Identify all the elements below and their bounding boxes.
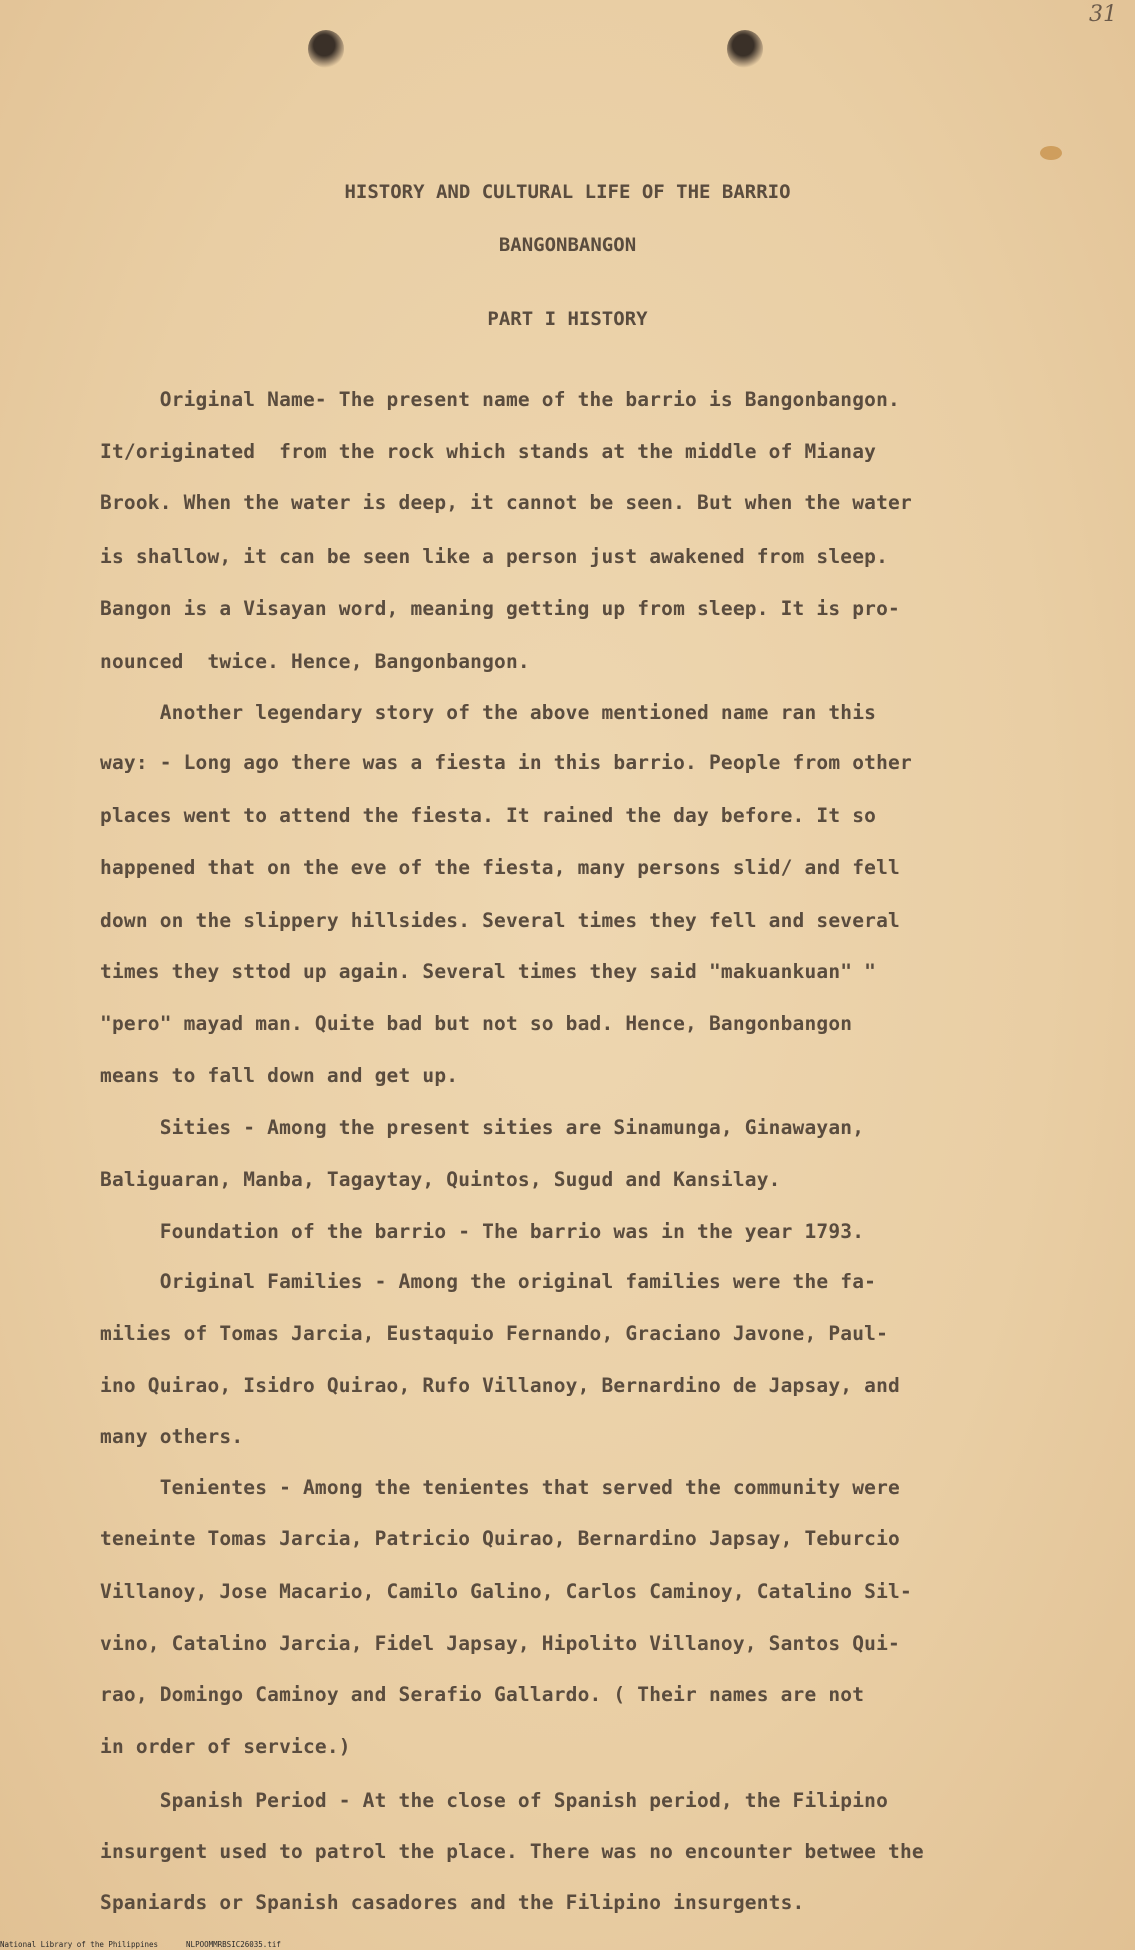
text-line: is shallow, it can be seen like a person just awakened from sleep. [100, 545, 889, 568]
text-line: times they sttod up again. Several times they said "makuankuan" " [100, 960, 877, 983]
text-line: milies of Tomas Jarcia, Eustaquio Fernando, Graciano Javone, Paul- [100, 1322, 889, 1345]
title-line-2: BANGONBANGON [498, 234, 637, 256]
title-line-1: HISTORY AND CULTURAL LIFE OF THE BARRIO [344, 181, 791, 203]
ink-smudge [1040, 146, 1062, 160]
text-line: vino, Catalino Jarcia, Fidel Japsay, Hipolito Villanoy, Santos Qui- [100, 1632, 900, 1655]
text-line: Original Families - Among the original families were the fa- [100, 1270, 877, 1293]
footer-library: National Library of the Philippines [0, 1940, 159, 1949]
text-line: down on the slippery hillsides. Several times they fell and several [100, 909, 900, 932]
text-line: Villanoy, Jose Macario, Camilo Galino, Carlos Caminoy, Catalino Sil- [100, 1580, 912, 1603]
text-line: many others. [100, 1425, 244, 1448]
page-number: 31 [1089, 2, 1117, 27]
part-heading: PART I HISTORY [487, 308, 648, 330]
text-line: It/originated from the rock which stands at the middle of Mianay [100, 440, 877, 463]
text-line: Spanish Period - At the close of Spanish period, the Filipino [100, 1789, 889, 1812]
scan-footer [0, 1940, 1135, 1950]
text-line: Sities - Among the present sities are Sinamunga, Ginawayan, [100, 1116, 865, 1139]
text-line: rao, Domingo Caminoy and Serafio Gallardo. ( Their names are not [100, 1683, 865, 1706]
text-line: nounced twice. Hence, Bangonbangon. [100, 650, 530, 673]
text-line: "pero" mayad man. Quite bad but not so bad. Hence, Bangonbangon [100, 1012, 853, 1035]
text-line: way: - Long ago there was a fiesta in this barrio. People from other [100, 751, 912, 774]
text-line: Foundation of the barrio - The barrio was in the year 1793. [100, 1220, 865, 1243]
punch-hole-right [727, 30, 763, 68]
text-line: Bangon is a Visayan word, meaning getting up from sleep. It is pro- [100, 597, 900, 620]
text-line: Tenientes - Among the tenientes that served the community were [100, 1476, 900, 1499]
punch-hole-left [308, 30, 344, 68]
text-line: Brook. When the water is deep, it cannot be seen. But when the water [100, 491, 912, 514]
text-line: ino Quirao, Isidro Quirao, Rufo Villanoy, Bernardino de Japsay, and [100, 1374, 900, 1397]
text-line: Spaniards or Spanish casadores and the Filipino insurgents. [100, 1891, 805, 1914]
footer-file: NLPOOMMRBSIC26035.tif [186, 1940, 281, 1949]
text-line: means to fall down and get up. [100, 1064, 459, 1087]
text-line: Another legendary story of the above mentioned name ran this [100, 701, 877, 724]
text-line: Original Name- The present name of the barrio is Bangonbangon. [100, 388, 900, 411]
text-line: places went to attend the fiesta. It rained the day before. It so [100, 804, 877, 827]
text-line: in order of service.) [100, 1735, 351, 1758]
text-line: Baliguaran, Manba, Tagaytay, Quintos, Sugud and Kansilay. [100, 1168, 781, 1191]
text-line: insurgent used to patrol the place. There was no encounter betwee the [100, 1840, 924, 1863]
text-line: happened that on the eve of the fiesta, many persons slid/ and fell [100, 856, 900, 879]
text-line: teneinte Tomas Jarcia, Patricio Quirao, Bernardino Japsay, Teburcio [100, 1527, 900, 1550]
